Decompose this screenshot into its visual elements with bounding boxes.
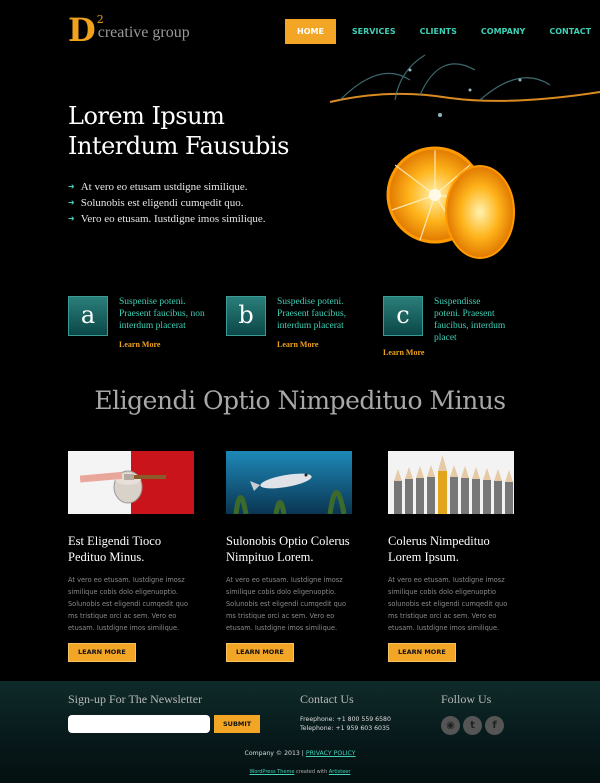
artisteer-link[interactable]: Artisteer — [328, 769, 351, 775]
feature-desc-line: interdum placerat — [277, 321, 344, 331]
orange-splash-image — [300, 40, 600, 280]
column-title-line: Est Eligendi Tioco — [68, 534, 162, 548]
feature-a — [68, 296, 205, 349]
freephone-text: Freephone: +1 800 559 6580 — [300, 716, 391, 723]
credit-text: created with — [296, 769, 328, 775]
feature-desc-line: Praesent faucibus, non — [119, 309, 205, 319]
feature-learn-more-link[interactable]: Learn More — [277, 340, 319, 349]
nav-company[interactable]: COMPANY — [480, 27, 526, 36]
follow-title: Follow Us — [441, 692, 492, 706]
aquarium-fish-image — [226, 451, 352, 514]
hero-title — [68, 101, 308, 161]
logo-letter: D — [68, 11, 96, 49]
hero-bullets — [68, 179, 266, 227]
logo-superscript: 2 — [96, 13, 104, 26]
column-text: At vero eo etusam. Iustdigne imosz similique cobis dolo eligenuoptio. Solunobis est eligendi cumqedit quo ms tristique orci ac sem. Vero eo etusam. Iustdigne imos similique. — [68, 576, 188, 632]
feature-desc-line: Praesent faucibus, — [277, 309, 347, 319]
content-column-1 — [68, 451, 196, 662]
newsletter-submit-button[interactable]: SUBMIT — [214, 715, 260, 733]
feature-letter-box: b — [226, 296, 266, 336]
content-column-3 — [388, 451, 516, 662]
learn-more-button[interactable]: LEARN MORE — [388, 643, 456, 662]
colored-pencils-image — [388, 451, 514, 514]
telephone-text: Telephone: +1 959 603 6035 — [300, 725, 390, 732]
copyright-text: Company © 2013 | — [244, 750, 304, 757]
feature-desc-line: placet — [434, 333, 457, 343]
logo-name: creative group — [97, 24, 190, 41]
feature-learn-more-link[interactable]: Learn More — [383, 348, 425, 357]
feature-desc-line: interdum placerat — [119, 321, 186, 331]
hero-bullet-text: Solunobis est eligendi cumqedit quo. — [80, 197, 244, 209]
hero-title-line-2: Interdum Fausubis — [68, 132, 289, 160]
feature-desc-line: faucibus, interdum — [434, 321, 506, 331]
feature-desc-line: Suspendisse — [434, 297, 481, 307]
theme-credit — [0, 769, 600, 775]
column-title-line: Nimpituo Lorem. — [226, 550, 314, 564]
arrow-right-icon: ➜ — [68, 182, 75, 191]
feature-c — [383, 296, 505, 357]
content-column-2 — [226, 451, 354, 662]
hero-bullet-text: Vero eo etusam. Iustdigne imos similique. — [80, 213, 266, 225]
hero-bullet — [68, 211, 266, 227]
contact-title: Contact Us — [300, 692, 354, 706]
nav-contact[interactable]: CONTACT — [549, 27, 592, 36]
arrow-right-icon: ➜ — [68, 198, 75, 207]
nav-clients[interactable]: CLIENTS — [419, 27, 457, 36]
newsletter-title: Sign-up For The Newsletter — [68, 692, 203, 706]
paintbrush-image — [68, 451, 194, 514]
learn-more-button[interactable]: LEARN MORE — [226, 643, 294, 662]
column-title-line: Sulonobis Optio Colerus — [226, 534, 350, 548]
facebook-icon[interactable]: f — [485, 716, 504, 735]
column-title — [68, 533, 196, 565]
column-title — [388, 533, 516, 565]
hero-bullet — [68, 195, 266, 211]
twitter-icon[interactable]: t — [463, 716, 482, 735]
learn-more-button[interactable]: LEARN MORE — [68, 643, 136, 662]
feature-learn-more-link[interactable]: Learn More — [119, 340, 161, 349]
privacy-policy-link[interactable]: PRIVACY POLICY — [305, 750, 356, 757]
column-title-line: Lorem Ipsum. — [388, 550, 459, 564]
newsletter-email-input[interactable] — [68, 715, 210, 733]
feature-desc-line: Suspedise poteni. — [277, 297, 344, 307]
column-title-line: Colerus Nimpedituo — [388, 534, 490, 548]
nav-home[interactable]: HOME — [285, 19, 336, 44]
footer — [0, 681, 600, 783]
feature-b — [226, 296, 346, 349]
column-title — [226, 533, 354, 565]
arrow-right-icon: ➜ — [68, 214, 75, 223]
nav-services[interactable]: SERVICES — [351, 27, 396, 36]
column-text: At vero eo etusam. Iustdigne imosz similique cobis dolo eligenuoptio solunobis est eligendi cumqedit quo ms tristique orci ac sem. Vero eo etusam. Iustdigne imos similique. — [388, 576, 508, 632]
column-title-line: Pedituo Minus. — [68, 550, 145, 564]
copyright — [0, 750, 600, 757]
section-title: Eligendi Optio Nimpedituo Minus — [94, 386, 506, 415]
feature-desc-line: poteni. Praesent — [434, 309, 495, 319]
hero-title-line-1: Lorem Ipsum — [68, 102, 225, 130]
feature-desc-line: Suspenise poteni. — [119, 297, 186, 307]
feature-letter-box: a — [68, 296, 108, 336]
logo[interactable] — [68, 11, 190, 49]
rss-icon[interactable]: ◉ — [441, 716, 460, 735]
hero-bullet-text: At vero eo etusam ustdigne similique. — [80, 181, 248, 193]
feature-letter-box: c — [383, 296, 423, 336]
column-text: At vero eo etusam. Iustdigne imosz similique cobis dolo eligenuoptio. Solunobis est eligendi cumqedit quo ms tristique orci ac sem. Vero eo etusam. Iustdigne imos similique. — [226, 576, 346, 632]
wordpress-theme-link[interactable]: WordPress Theme — [249, 769, 295, 775]
hero-bullet — [68, 179, 266, 195]
